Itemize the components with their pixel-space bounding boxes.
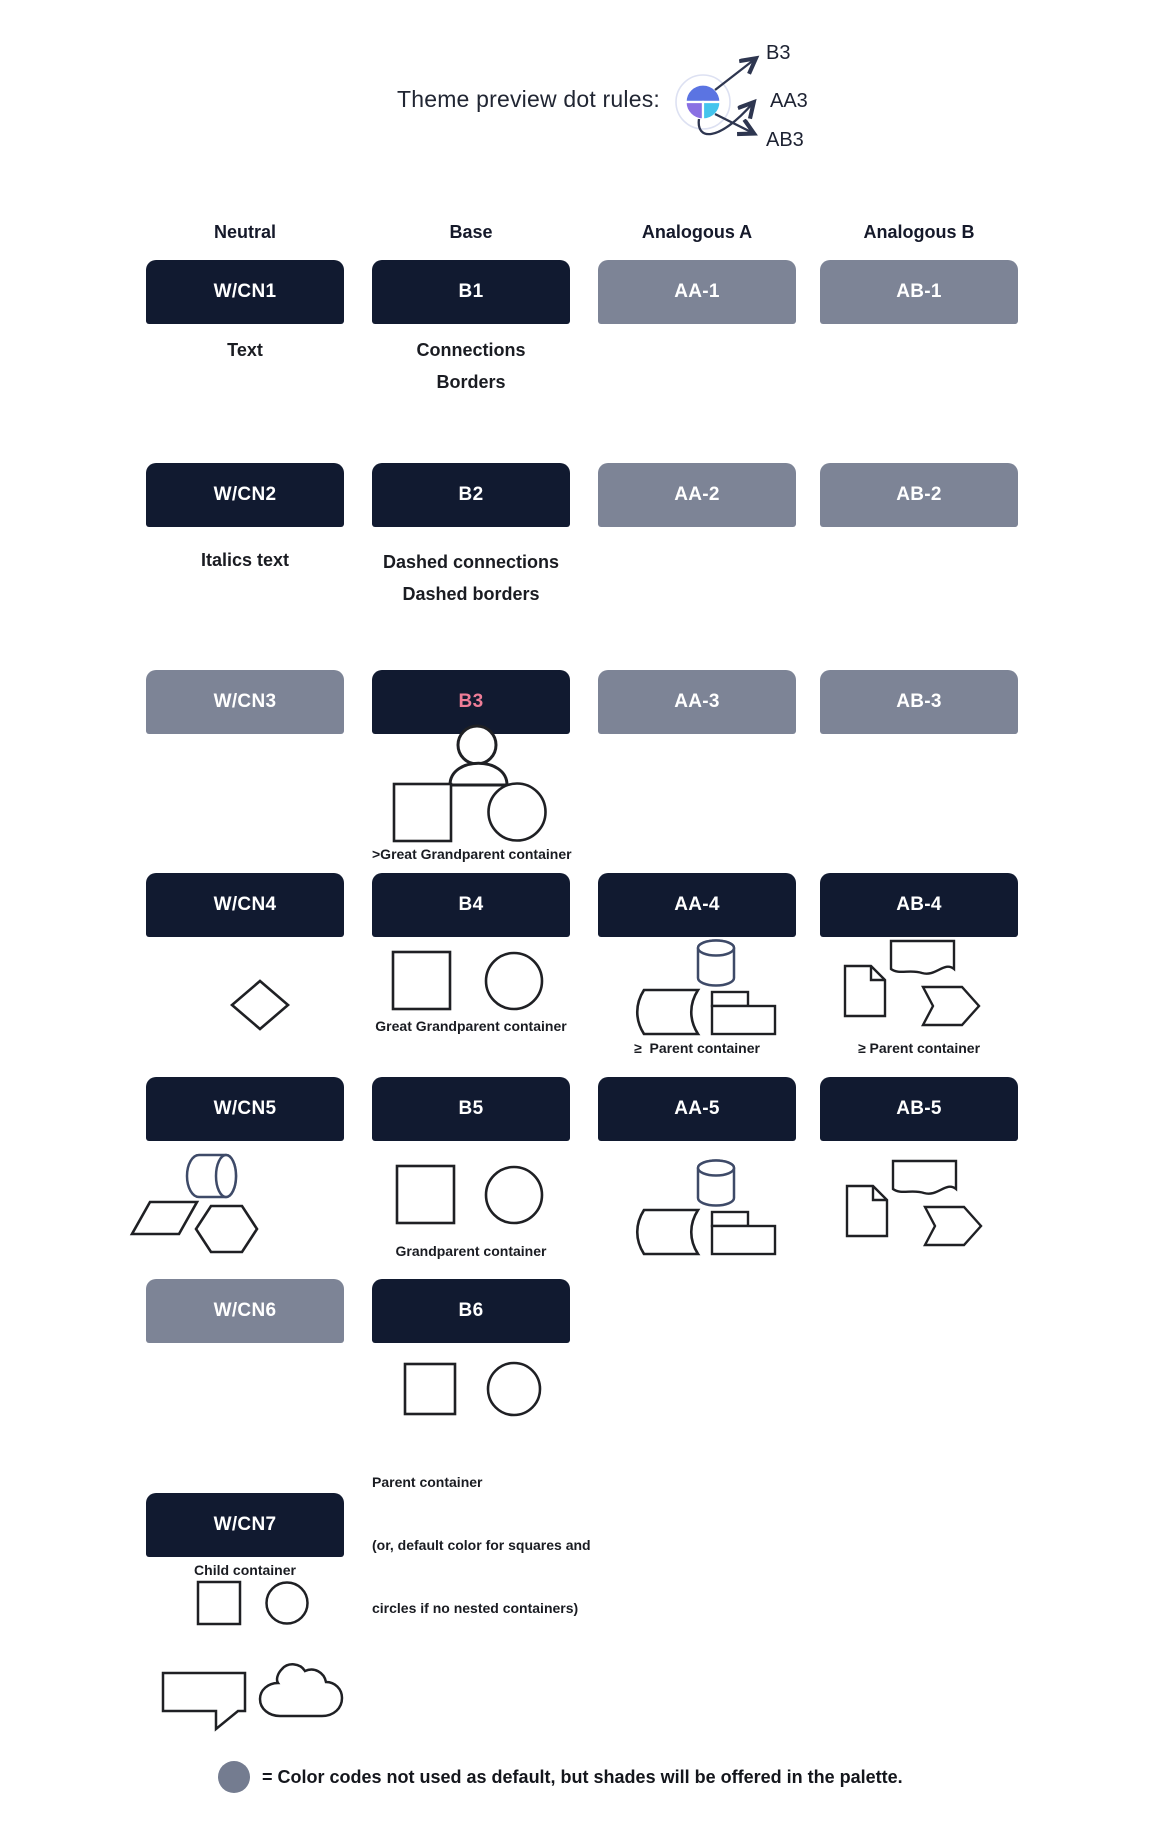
caption-b6-line2: (or, default color for squares and xyxy=(372,1537,591,1553)
theme-preview-dot-graphic xyxy=(658,28,770,150)
swatch-b6: B6 xyxy=(372,1279,570,1343)
wavy-document-shape xyxy=(893,1161,956,1194)
speech-bubble-shape xyxy=(160,1670,248,1732)
database-cylinder-icon xyxy=(698,941,734,986)
square-circle-icons xyxy=(396,1164,548,1226)
swatch-ab1: AB-1 xyxy=(820,260,1018,324)
person-icon xyxy=(458,726,496,764)
person-body-icon xyxy=(450,763,507,785)
caption-b6-line1: Parent container xyxy=(372,1474,483,1490)
caption-b5: Grandparent container xyxy=(395,1243,547,1259)
column-header-base: Base xyxy=(449,222,493,242)
column-header-analogous-b: Analogous B xyxy=(863,222,975,242)
dot-label-ab3: AB3 xyxy=(766,129,804,151)
caption-aa4: ≥ Parent container xyxy=(634,1040,760,1056)
square-shape xyxy=(393,952,450,1009)
square-shape xyxy=(198,1582,240,1624)
swatch-ab2: AB-2 xyxy=(820,463,1018,527)
database-storage-folder-icons xyxy=(630,1158,780,1258)
swatch-wcn5: W/CN5 xyxy=(146,1077,344,1141)
swatch-b5: B5 xyxy=(372,1077,570,1141)
horizontal-cylinder-icon xyxy=(187,1155,236,1197)
caption-wcn1: Text xyxy=(227,340,263,360)
swatch-b4: B4 xyxy=(372,873,570,937)
circle-shape xyxy=(489,784,546,841)
circle-shape xyxy=(486,1167,542,1223)
swatch-wcn2: W/CN2 xyxy=(146,463,344,527)
swatch-ab3: AB-3 xyxy=(820,670,1018,734)
caption-wcn2: Italics text xyxy=(200,550,290,570)
dot-label-aa3: AA3 xyxy=(770,90,808,112)
wavy-document-shape xyxy=(891,941,954,974)
swatch-b3: B3 xyxy=(372,670,570,734)
folder-shape xyxy=(712,992,775,1034)
caption-b4: Great Grandparent container xyxy=(375,1018,567,1034)
stored-data-shape xyxy=(637,990,698,1034)
circle-shape xyxy=(488,1363,540,1415)
folder-shape xyxy=(712,1212,775,1254)
circle-shape xyxy=(486,953,542,1009)
caption-b1-line1: Connections xyxy=(416,340,526,360)
swatch-ab4: AB-4 xyxy=(820,873,1018,937)
square-shape xyxy=(394,784,451,841)
swatch-b1: B1 xyxy=(372,260,570,324)
stored-data-shape xyxy=(637,1210,698,1254)
swatch-aa2: AA-2 xyxy=(598,463,796,527)
page-folded-corner-shape xyxy=(847,1186,887,1236)
dot-label-b3: B3 xyxy=(766,42,791,64)
hexagon-shape xyxy=(196,1206,257,1252)
swatch-ab5: AB-5 xyxy=(820,1077,1018,1141)
column-header-analogous-a: Analogous A xyxy=(641,222,753,242)
caption-b1-line2: Borders xyxy=(436,372,506,392)
caption-ab4: ≥ Parent container xyxy=(857,1040,981,1056)
swatch-wcn1: W/CN1 xyxy=(146,260,344,324)
arrow-to-b3 xyxy=(715,59,755,90)
swatch-aa5: AA-5 xyxy=(598,1077,796,1141)
parallelogram-shape xyxy=(132,1202,197,1234)
cloud-shape xyxy=(258,1664,344,1718)
caption-b2-line2: Dashed borders xyxy=(402,584,540,604)
swatch-aa1: AA-1 xyxy=(598,260,796,324)
square-shape xyxy=(405,1364,455,1414)
diamond-shape xyxy=(230,980,290,1030)
square-circle-icons xyxy=(392,950,544,1012)
database-cylinder-icon xyxy=(698,1161,734,1206)
caption-b2-line1: Dashed connections xyxy=(382,552,560,572)
caption-b3: >Great Grandparent container xyxy=(372,846,572,862)
chevron-shape xyxy=(925,1207,981,1245)
swatch-wcn3: W/CN3 xyxy=(146,670,344,734)
database-storage-folder-icons xyxy=(630,938,780,1038)
column-header-neutral: Neutral xyxy=(213,222,276,242)
swatch-aa3: AA-3 xyxy=(598,670,796,734)
chevron-shape xyxy=(923,987,979,1025)
square-circle-icons xyxy=(197,1580,309,1626)
cylinder-parallelogram-hexagon-icons xyxy=(128,1152,260,1256)
legend-gray-dot xyxy=(218,1761,250,1793)
caption-b6-line3: circles if no nested containers) xyxy=(372,1600,579,1616)
legend-text: = Color codes not used as default, but shades will be offered in the palette. xyxy=(262,1767,903,1787)
swatch-b2: B2 xyxy=(372,463,570,527)
page-document-chevron-icons xyxy=(840,938,985,1030)
caption-wcn7: Child container xyxy=(194,1562,296,1578)
page-folded-corner-shape xyxy=(845,966,885,1016)
square-circle-icons xyxy=(404,1362,544,1418)
swatch-wcn4: W/CN4 xyxy=(146,873,344,937)
caption-b6 xyxy=(372,1430,591,1661)
page-title: Theme preview dot rules: xyxy=(396,86,660,112)
square-shape xyxy=(397,1166,454,1223)
swatch-wcn7: W/CN7 xyxy=(146,1493,344,1557)
page-document-chevron-icons xyxy=(842,1158,987,1250)
circle-shape xyxy=(267,1583,308,1624)
swatch-wcn6: W/CN6 xyxy=(146,1279,344,1343)
person-square-circle-icons xyxy=(388,718,553,846)
swatch-aa4: AA-4 xyxy=(598,873,796,937)
